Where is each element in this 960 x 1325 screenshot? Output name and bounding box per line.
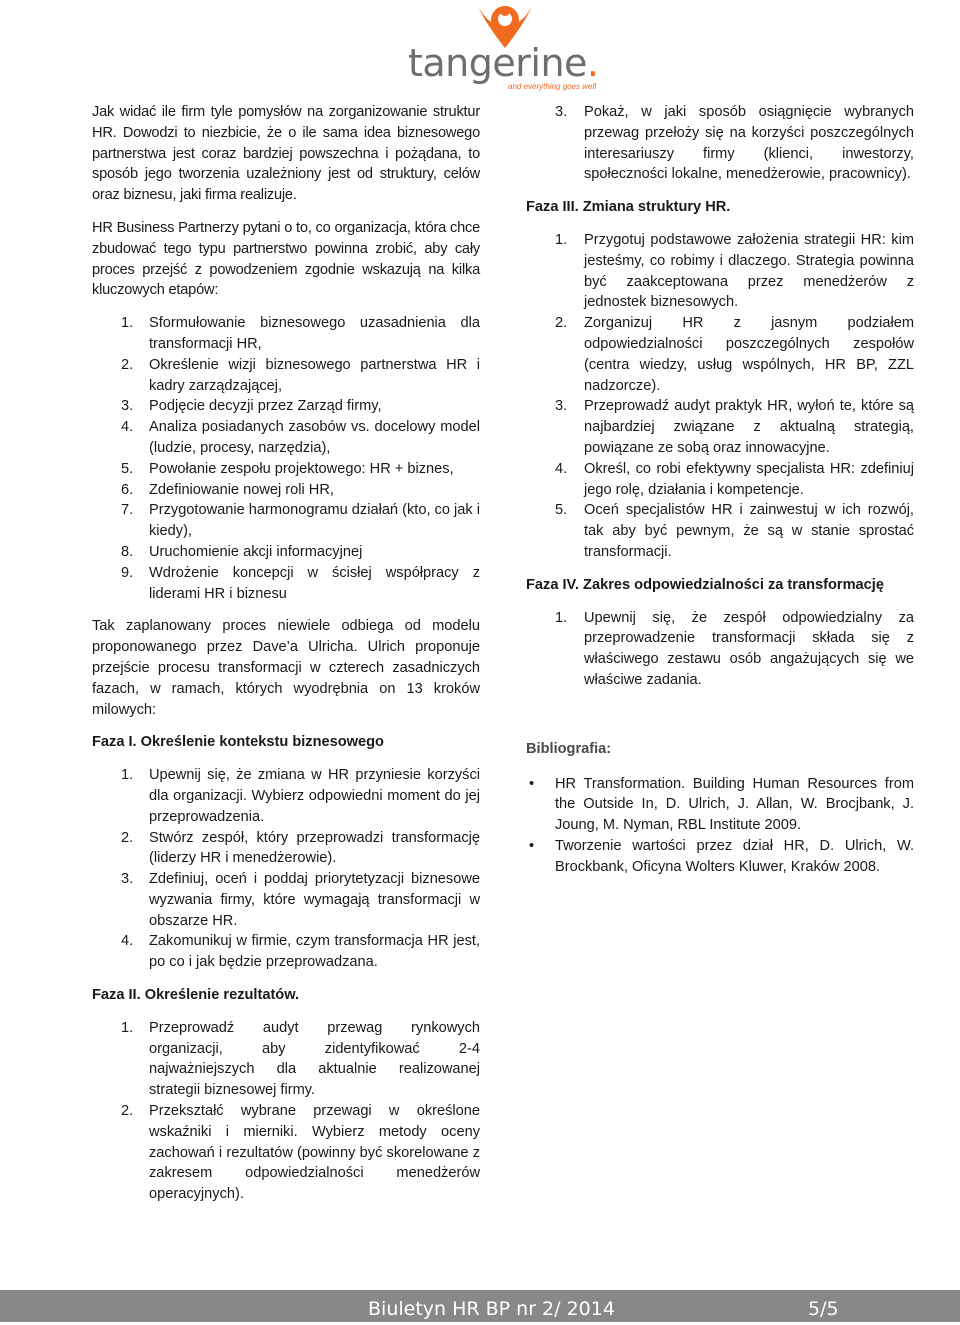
list-item: 1. Upewnij się, że zmiana w HR przyniesie korzyści dla organizacji. Wybierz odpowiedni moment do jej przeprowadzenia. — [121, 767, 480, 825]
list-item: 3. Podjęcie decyzji przez Zarząd firmy, — [121, 398, 382, 415]
phase2-heading: Faza II. Określenie rezultatów. — [92, 987, 300, 1004]
right-column — [526, 102, 914, 878]
list-item: 8. Uruchomienie akcji informacyjnej — [121, 543, 363, 560]
list-item: 3. Pokaż, w jaki sposób osiągnięcie wybranych przewag przełoży się na korzyści poszczególnych interesariuszy firmy (klienci, inwestorzy, społeczności lokalne, menedżerowie, pracownicy). — [555, 104, 914, 183]
phase3-list — [526, 230, 914, 563]
list-item: 9. Wdrożenie koncepcji w ścisłej współpracy z liderami HR i biznesu — [121, 564, 480, 602]
list-item: 1. Sformułowanie biznesowego uzasadnienia dla transformacji HR, — [121, 315, 480, 352]
footer-title: Biuletyn HR BP nr 2/ 2014 — [368, 1298, 615, 1320]
list-item: 5. Oceń specjalistów HR i zainwestuj w ich rozwój, tak aby być pewnym, że są w stanie sprostać transformacji. — [555, 502, 914, 560]
list-item: 2. Stwórz zespół, który przeprowadzi transformację (liderzy HR i menedżerowie). — [121, 829, 480, 867]
phase2-list — [92, 1018, 480, 1205]
list-item: 1. Przygotuj podstawowe założenia strategii HR: kim jesteśmy, co robimy i dlaczego. Strategia powinna być zaakceptowana przez menedżerów z jednostek biznesowych. — [555, 231, 914, 311]
phase2-list-continued — [526, 102, 914, 185]
list-item: 4. Analiza posiadanych zasobów vs. docelowy model (ludzie, procesy, narzędzia), — [121, 419, 480, 456]
list-item: 2. Zorganizuj HR z jasnym podziałem odpowiedzialności poszczególnych zespołów (centra wiedzy, usług wspólnych, HR BP, ZZL nadzorcze). — [555, 315, 914, 394]
list-item: • HR Transformation. Building Human Resources from the Outside In, D. Ulrich, J. Allan, W. Brocjbank, J. Joung, M. Nyman, RBL Institute 2009. — [529, 775, 914, 834]
bullet-icon: • — [529, 775, 535, 792]
phase4-list — [526, 608, 914, 691]
left-column — [92, 102, 480, 1217]
list-item: 1. Upewnij się, że zespół odpowiedzialny za przeprowadzenie transformacji składa się z właściwego zestawu osób angażujących się we właściwe zadania. — [555, 609, 914, 688]
intro-paragraph: Jak widać ile firm tyle pomysłów na zorganizowanie struktur HR. Dowodzi to niezbicie, że o ile sama idea biznesowego partnerstwa jest coraz bardziej powszechna i pożądana, to sposób jego tworzenia uzależniony jest od struktury, celów oraz biznesu, jaki firma realizuje. — [92, 104, 480, 204]
list-item: 4. Zakomunikuj w firmie, czym transformacja HR jest, po co i jak będzie przeprowadzana. — [121, 933, 480, 971]
phase3-heading: Faza III. Zmiana struktury HR. — [526, 199, 731, 216]
list-item: 2. Określenie wizji biznesowego partnerstwa HR i kadry zarządzającej, — [121, 356, 480, 394]
stages-intro-paragraph: HR Business Partnerzy pytani o to, co organizacja, która chce zbudować tego typu partnerstwo powinna zrobić, aby cały proces przejść z powodzeniem zgodnie wskazują na kilka kluczowych etapów: — [92, 219, 480, 299]
list-item: 4. Określ, co robi efektywny specjalista HR: zdefiniuj jego rolę, działania i kompetencje. — [555, 460, 914, 498]
bibliography-list — [526, 774, 914, 878]
tangerine-logo — [408, 0, 608, 96]
logo-tagline: and everything goes well — [508, 82, 597, 91]
list-item: 2. Przekształć wybrane przewagi w określone wskaźniki i mierniki. Wybierz metody oceny zachowań i rezultatów (powinny być skorelowane z zakresem odpowiedzialności menedżerów operacyjnych). — [121, 1103, 480, 1203]
bullet-icon: • — [529, 837, 535, 854]
bibliography-heading: Bibliografia: — [526, 740, 612, 757]
page-number: 5/5 — [808, 1298, 839, 1320]
list-item: 3. Zdefiniuj, oceń i poddaj priorytetyzacji biznesowe wyzwania firmy, które wymagają transformacji w obszarze HR. — [121, 871, 480, 929]
list-item: 6. Zdefiniowanie nowej roli HR, — [121, 481, 334, 498]
list-item: 7. Przygotowanie harmonogramu działań (kto, co jak i kiedy), — [121, 502, 480, 540]
stages-list — [92, 313, 480, 604]
footer-bar — [0, 1290, 960, 1322]
list-item: • Tworzenie wartości przez dział HR, D. Ulrich, W. Brockbank, Oficyna Wolters Kluwer, Kraków 2008. — [529, 837, 914, 875]
ulrich-paragraph: Tak zaplanowany proces niewiele odbiega od modelu proponowanego przez Dave’a Ulricha. Ulrich proponuje przejście procesu transformacji w czterech zasadniczych fazach, w ramach, których wyodrębnia on 13 kroków milowych: — [92, 618, 480, 718]
list-item: 1. Przeprowadź audyt przewag rynkowych organizacji, aby zidentyfikować 2-4 najważniejszych dla aktualnie realizowanej strategii biznesowej firmy. — [121, 1019, 480, 1099]
list-item: 3. Przeprowadź audyt praktyk HR, wyłoń te, które są najbardziej związane z aktualną strategią, powiązane ze sobą oraz innowacyjne. — [555, 398, 914, 456]
phase4-heading: Faza IV. Zakres odpowiedzialności za transformację — [526, 576, 884, 593]
list-item: 5. Powołanie zespołu projektowego: HR + biznes, — [121, 460, 454, 477]
phase1-heading: Faza I. Określenie kontekstu biznesowego — [92, 734, 384, 751]
logo-wordmark: tangerine. — [408, 41, 599, 85]
phase1-list — [92, 765, 480, 973]
